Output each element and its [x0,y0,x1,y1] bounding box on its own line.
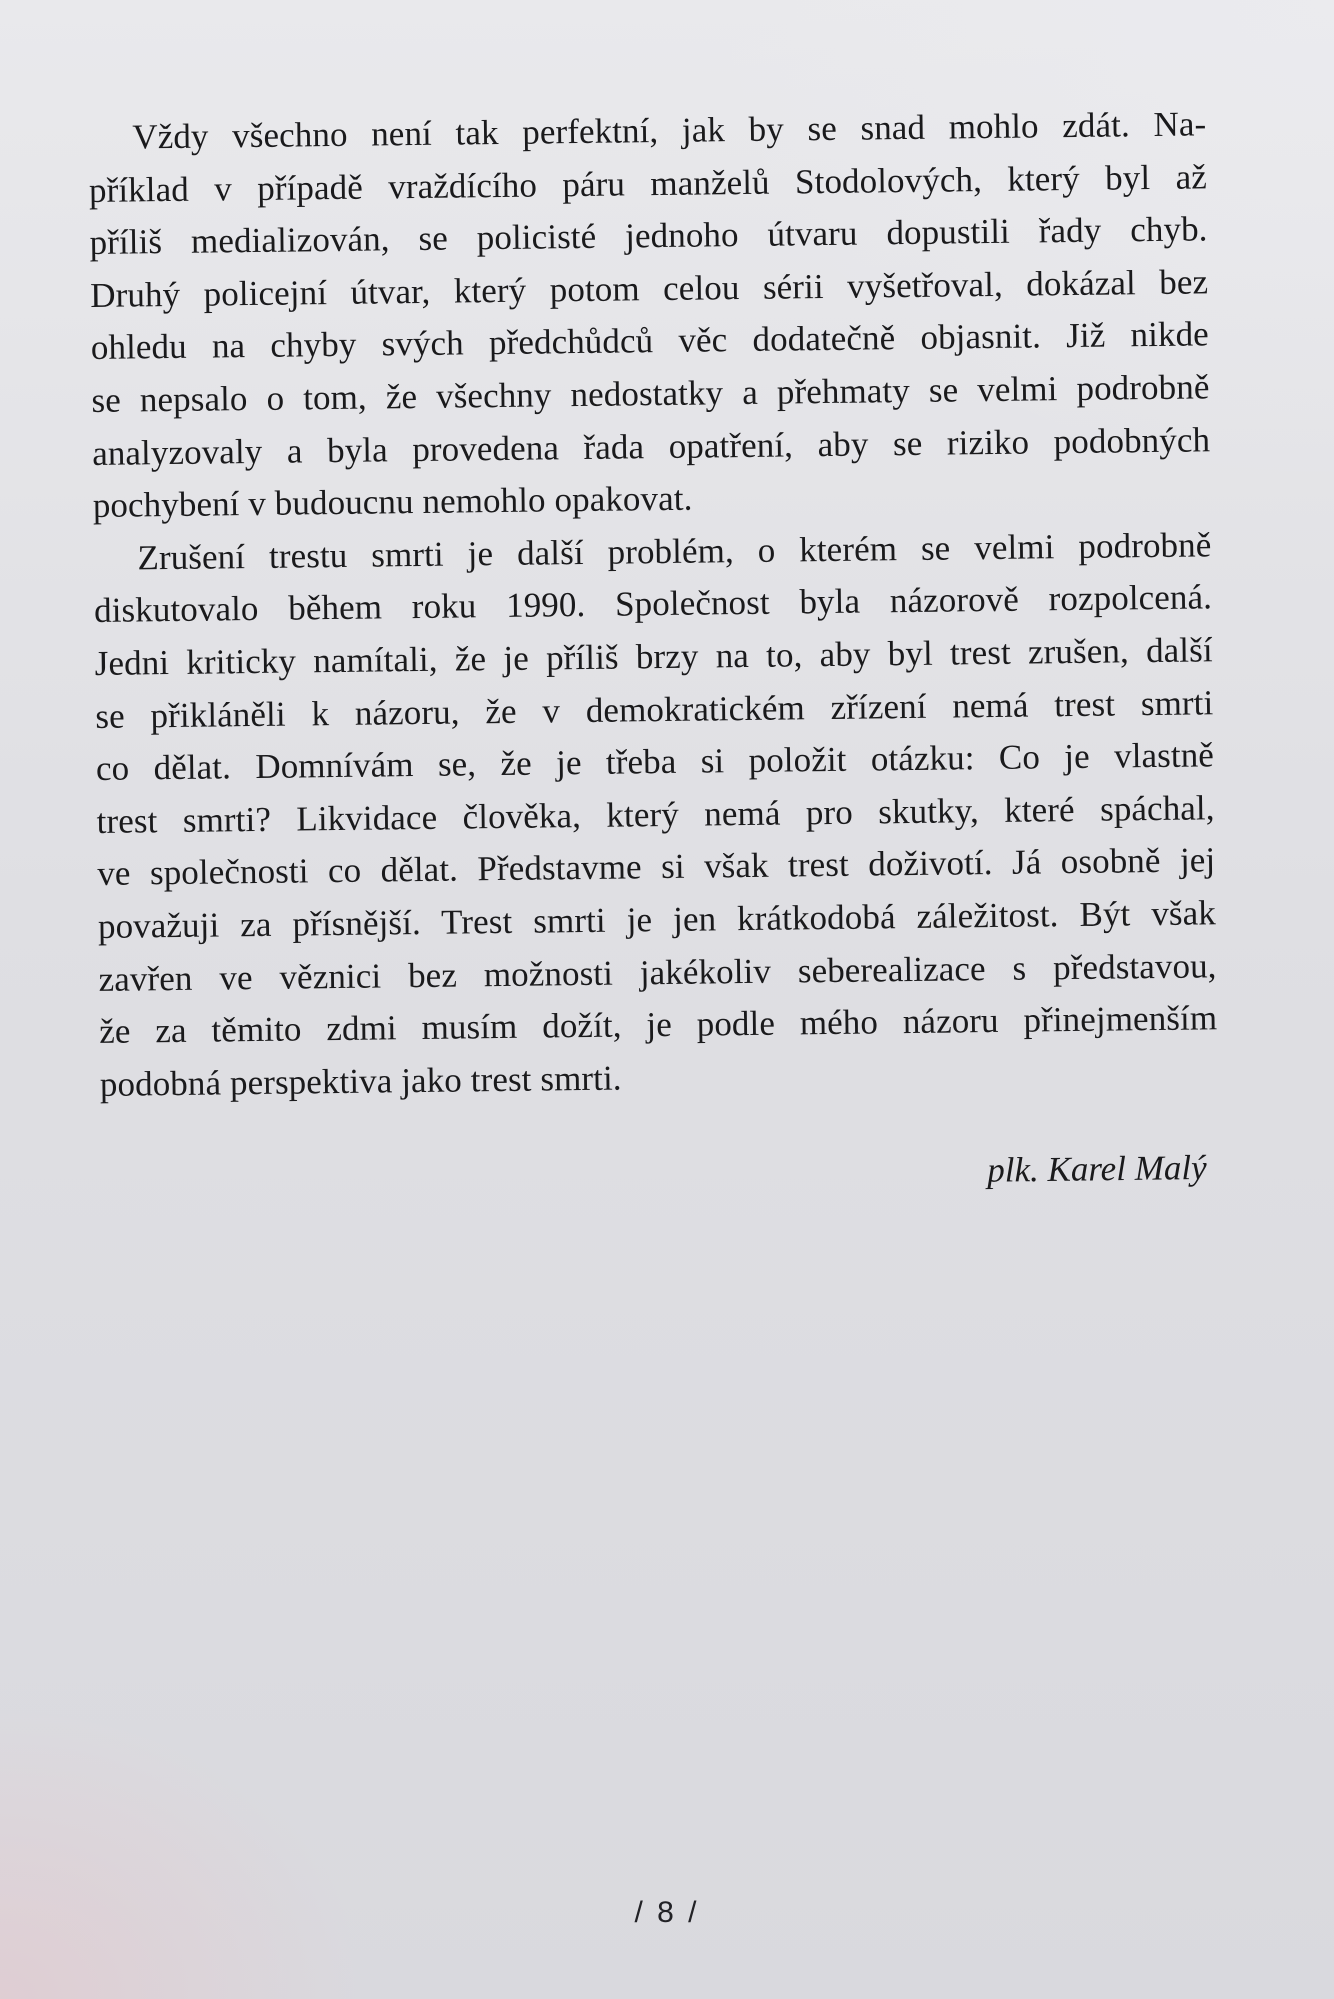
text-line: se nepsalo o tom, že všechny nedostatky a přehmaty se velmi podrobně [91,367,1210,420]
text-line: Vždy všechno není tak perfektní, jak by se snad mohlo zdát. Na- [132,104,1207,157]
text-line: příklad v případě vraždícího páru manželů Stodolových, který byl až [88,156,1208,210]
paragraph-1 [88,98,1211,532]
text-line: co dělat. Domnívám se, že je třeba si položit otázku: Co je vlastně [95,735,1215,789]
paragraph-2 [93,519,1218,1111]
text-line: ve společnosti co dělat. Představme si však trest doživotí. Já osobně jej [97,840,1216,894]
text-line: považuji za přísnější. Trest smrti je jen krátkodobá záležitost. Být však [97,893,1217,946]
text-line: ohledu na chyby svých předchůdců věc dodatečně objasnit. Již nikde [90,314,1210,368]
text-line: zavřen ve věznici bez možnosti jakékoliv seberealizace s představou, [98,945,1217,999]
text-line: Zrušení trestu smrti je další problém, o kterém se velmi podrobně [137,525,1212,578]
text-line: trest smrti? Likvidace člověka, který nemá pro skutky, které spáchal, [96,788,1215,841]
text-line: Jedni kriticky namítali, že je příliš brzy na to, aby byl trest zrušen, další [94,630,1213,683]
text-line: Druhý policejní útvar, který potom celou sérii vyšetřoval, dokázal bez [90,262,1209,315]
text-line: podobná perspektiva jako trest smrti. [99,1058,622,1104]
text-line: analyzovaly a byla provedena řada opatření, aby se riziko podobných [91,419,1211,473]
text-line: se přikláněli k názoru, že v demokratickém zřízení nemá trest smrti [95,682,1214,736]
text-line: příliš medializován, se policisté jednoho útvaru dopustili řady chyb. [89,209,1208,263]
body-text [88,98,1218,1111]
text-line: že za těmito zdmi musím dožít, je podle mého názoru přinejmenším [98,998,1218,1052]
author-signature: plk. Karel Malý [986,1148,1207,1190]
text-line: diskutovalo během roku 1990. Společnost byla názorově rozpolcená. [93,577,1213,631]
page-number: / 8 / [634,1896,700,1929]
text-line: pochybení v budoucnu nemohlo opakovat. [92,478,693,526]
